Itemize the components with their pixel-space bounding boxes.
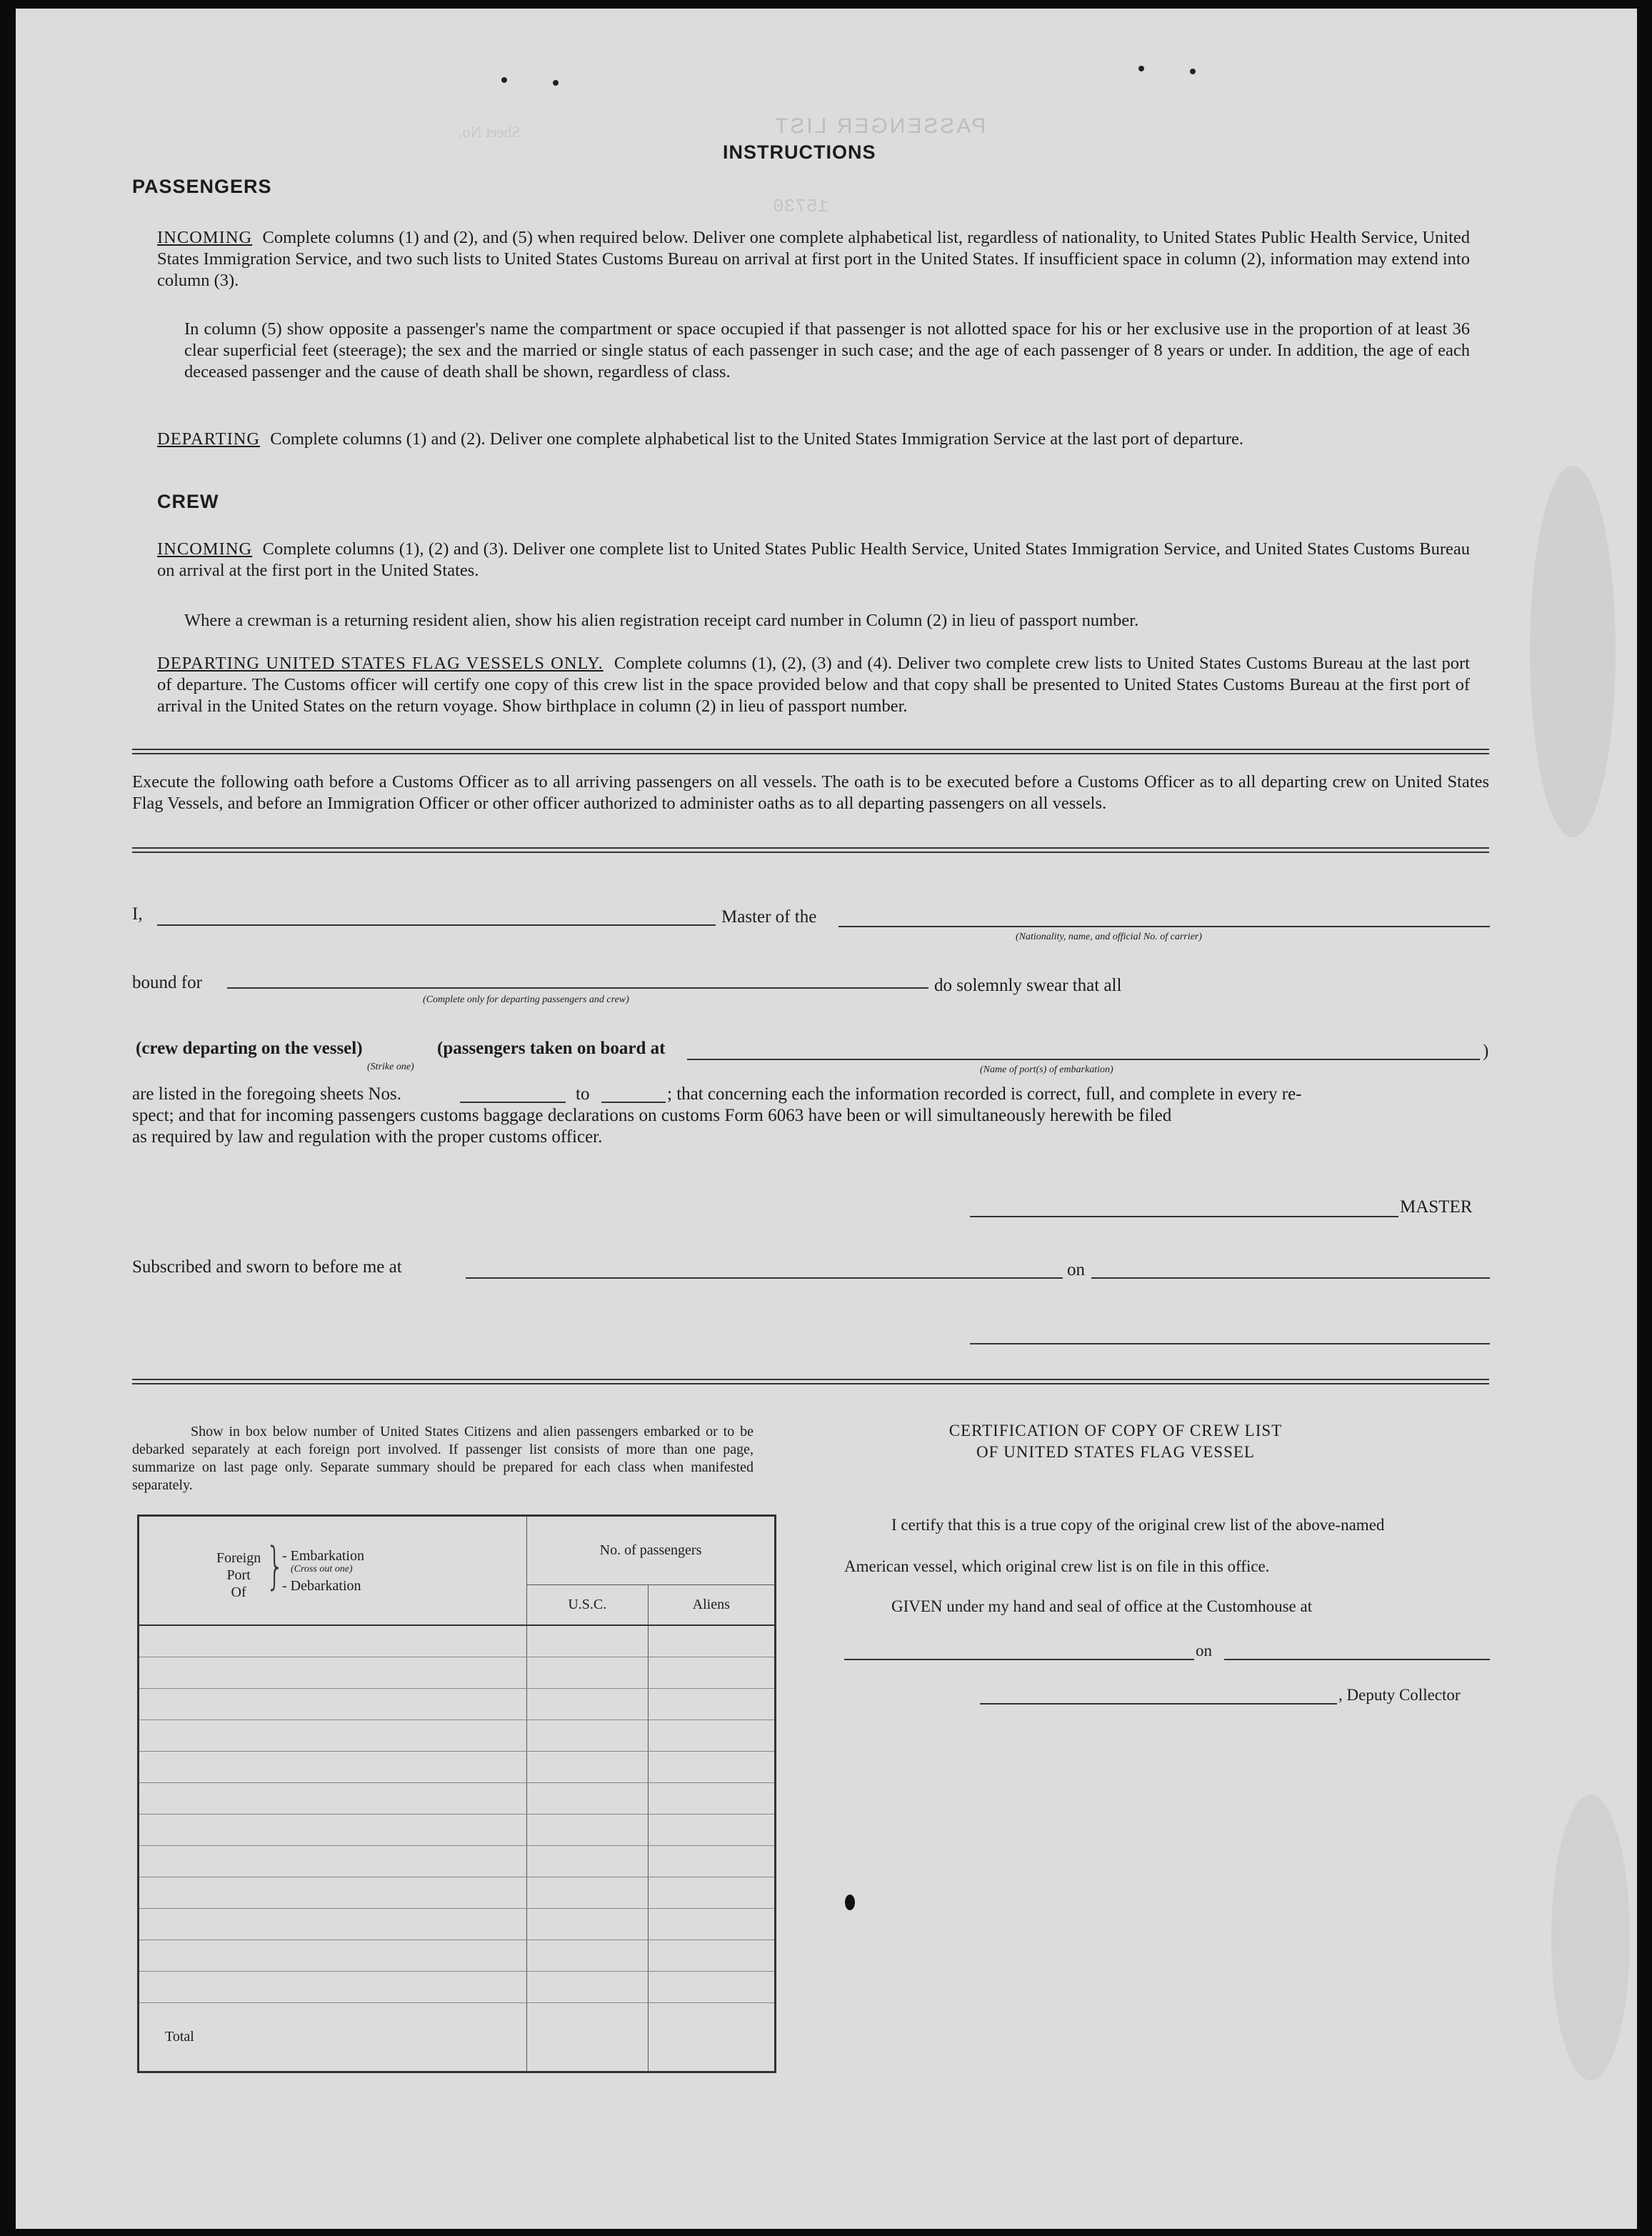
usc-cell[interactable] (527, 1877, 649, 1908)
embarkation-label: - Embarkation (282, 1548, 364, 1564)
certification-heading-2: OF UNITED STATES FLAG VESSEL (976, 1443, 1255, 1461)
customhouse-line[interactable] (844, 1659, 1194, 1660)
aliens-cell[interactable] (648, 1751, 775, 1782)
subscribed-label: Subscribed and sworn to before me at (132, 1257, 402, 1277)
officer-signature-line[interactable] (970, 1343, 1490, 1344)
port-cell[interactable] (139, 1751, 527, 1782)
bleed-through-number: 15730 (773, 196, 829, 217)
certification-date-line[interactable] (1224, 1659, 1490, 1660)
table-row (139, 1971, 776, 2002)
subscribed-on-label: on (1067, 1260, 1085, 1279)
scan-dot (845, 1895, 855, 1910)
deputy-collector-label: , Deputy Collector (1338, 1686, 1461, 1704)
aliens-cell[interactable] (648, 1845, 775, 1877)
usc-cell[interactable] (527, 1688, 649, 1720)
crew-heading: CREW (157, 491, 219, 512)
sheet-to-line[interactable] (601, 1102, 666, 1103)
passengers-departing-head: DEPARTING (157, 429, 261, 449)
scan-dot (1190, 69, 1196, 74)
crew-resident-alien (184, 610, 1470, 632)
close-paren: ) (1483, 1042, 1489, 1061)
aliens-cell[interactable] (648, 1688, 775, 1720)
scan-dot (1138, 66, 1144, 71)
oath-intro (132, 772, 1489, 814)
bleed-through-header: PASSENGER LIST (773, 114, 986, 138)
divider (132, 852, 1489, 853)
passengers-incoming-head: INCOMING (157, 228, 253, 247)
passenger-summary-table (137, 1514, 776, 2073)
master-name-line[interactable] (157, 924, 716, 926)
crew-departing (157, 653, 1470, 717)
deputy-signature-line[interactable] (980, 1703, 1337, 1705)
usc-cell[interactable] (527, 1908, 649, 1940)
foreign-label: Foreign (216, 1550, 261, 1567)
summary-instructions-text: Show in box below number of United States Citizens and alien passengers embarked or to be debarked separately at each foreign port involved. If passenger list consists of more than one page, summarize on last page only. Separate summary should be prepared for each class when manifested separately. (132, 1424, 754, 1493)
strike-one-caption: (Strike one) (367, 1062, 414, 1072)
crew-incoming-text: Complete columns (1), (2) and (3). Deliver one complete list to United States Public Health Service, United States Immigration Service, and United States Customs Bureau on arrival at the first port in the United States. (157, 539, 1470, 580)
ports-caption: (Name of port(s) of embarkation) (980, 1064, 1113, 1075)
usc-header: U.S.C. (527, 1585, 649, 1625)
listed-label: are listed in the foregoing sheets Nos. (132, 1084, 401, 1104)
port-cell[interactable] (139, 1908, 527, 1940)
bound-for-label: bound for (132, 973, 202, 992)
column5-text: In column (5) show opposite a passenger's name the compartment or space occupied if that passenger is not allotted space for his or her exclusive use in the proportion of at least 36 clear superficial feet (steerage); the sex and the married or single status of each passenger in such case; and the age of each passenger of 8 years or under. In addition, the age of each deceased passenger and the cause of death shall be shown, regardless of class. (184, 319, 1470, 381)
no-passengers-header: No. of passengers (527, 1516, 776, 1585)
page-title: INSTRUCTIONS (723, 141, 876, 163)
usc-cell[interactable] (527, 1971, 649, 2002)
listed-text-b: ; that concerning each the information recorded is correct, full, and complete in every re- (667, 1084, 1302, 1104)
usc-cell[interactable] (527, 1625, 649, 1657)
total-aliens-cell[interactable] (648, 2002, 775, 2072)
port-cell[interactable] (139, 1625, 527, 1657)
subscribed-date-line[interactable] (1091, 1277, 1490, 1279)
table-row (139, 1751, 776, 1782)
crew-incoming (157, 539, 1470, 582)
swear-label: do solemnly swear that all (934, 976, 1122, 995)
aliens-cell[interactable] (648, 1814, 775, 1845)
total-label: Total (165, 2028, 194, 2045)
aliens-cell[interactable] (648, 1720, 775, 1751)
passengers-taken-label: (passengers taken on board at (437, 1039, 666, 1058)
divider (132, 749, 1489, 750)
bleed-through-sheet: Sheet No. (459, 123, 521, 141)
divider (132, 1383, 1489, 1384)
port-cell[interactable] (139, 1845, 527, 1877)
aliens-cell[interactable] (648, 1971, 775, 2002)
listed-text-d: as required by law and regulation with the proper customs officer. (132, 1127, 603, 1147)
summary-instructions (132, 1423, 754, 1494)
usc-cell[interactable] (527, 1751, 649, 1782)
crew-departing-label: (crew departing on the vessel) (136, 1039, 363, 1058)
table-row (139, 1720, 776, 1751)
usc-cell[interactable] (527, 1940, 649, 1971)
debarkation-label: - Debarkation (282, 1578, 361, 1594)
total-usc-cell[interactable] (527, 2002, 649, 2072)
listed-text-c: spect; and that for incoming passengers customs baggage declarations on customs Form 6063 have been or will simultaneously herewith be filed (132, 1106, 1172, 1125)
certification-line-1: I certify that this is a true copy of the original crew list of the above-named (891, 1516, 1385, 1534)
aliens-cell[interactable] (648, 1657, 775, 1688)
crew-departing-text: Complete columns (1), (2), (3) and (4). Deliver two complete crew lists to United States Customs Bureau at the last port of departure. The Customs officer will certify one copy of this crew list in the space provided below and that copy shall be presented to United States Customs Bureau at the first port of arrival in the United States on the return voyage. Show birthplace in column (2) in lieu of passport number. (157, 654, 1470, 716)
port-cell[interactable] (139, 1688, 527, 1720)
usc-cell[interactable] (527, 1814, 649, 1845)
port-cell[interactable] (139, 1814, 527, 1845)
table-row (139, 1908, 776, 1940)
port-header-cell (139, 1516, 527, 1625)
total-label-cell (139, 2002, 527, 2072)
aliens-cell[interactable] (648, 1877, 775, 1908)
of-label: Of (231, 1584, 246, 1601)
column5-instructions (184, 319, 1470, 383)
aliens-cell[interactable] (648, 1908, 775, 1940)
port-label: Port (226, 1567, 251, 1584)
oath-i-label: I, (132, 904, 143, 924)
sheet-from-line[interactable] (460, 1102, 566, 1103)
listed-to-label: to (576, 1084, 590, 1104)
bound-for-line[interactable] (227, 987, 928, 989)
scan-stain (1530, 466, 1616, 837)
carrier-caption: (Nationality, name, and official No. of carrier) (1016, 932, 1202, 942)
port-cell[interactable] (139, 1657, 527, 1688)
table-row (139, 1657, 776, 1688)
cross-out-caption: (Cross out one) (291, 1564, 353, 1575)
document-page (16, 9, 1637, 2229)
oath-intro-text: Execute the following oath before a Customs Officer as to all arriving passengers on all vessels. The oath is to be executed before a Customs Officer as to all departing crew on United States Flag Vessels, and before an Immigration Officer or other officer authorized to administer oaths as to all departing passengers on all vessels. (132, 772, 1489, 813)
usc-cell[interactable] (527, 1782, 649, 1814)
passengers-incoming (157, 227, 1470, 291)
bound-for-caption: (Complete only for departing passengers and crew) (423, 994, 629, 1005)
table-row (139, 1688, 776, 1720)
port-cell[interactable] (139, 1940, 527, 1971)
ports-line[interactable] (687, 1059, 1480, 1060)
aliens-header: Aliens (648, 1585, 775, 1625)
divider (132, 847, 1489, 849)
master-label: MASTER (1400, 1197, 1473, 1217)
passengers-departing (157, 429, 1470, 450)
certification-heading-1: CERTIFICATION OF COPY OF CREW LIST (948, 1422, 1283, 1439)
port-cell[interactable] (139, 1720, 527, 1751)
scan-stain (1551, 1795, 1630, 2080)
scan-dot (501, 77, 507, 83)
total-row (139, 2002, 776, 2072)
table-row (139, 1625, 776, 1657)
aliens-cell[interactable] (648, 1625, 775, 1657)
certification-line-2: American vessel, which original crew list is on file in this office. (844, 1557, 1270, 1575)
scan-dot (553, 80, 559, 86)
table-row (139, 1782, 776, 1814)
aliens-cell[interactable] (648, 1782, 775, 1814)
table-row (139, 1845, 776, 1877)
usc-cell[interactable] (527, 1657, 649, 1688)
divider (132, 753, 1489, 754)
certification-on-label: on (1196, 1642, 1212, 1659)
master-signature-line[interactable] (970, 1216, 1398, 1217)
carrier-line[interactable] (838, 926, 1490, 927)
passengers-heading: PASSENGERS (132, 176, 272, 197)
crew-resident-text: Where a crewman is a returning resident alien, show his alien registration receipt card number in Column (2) in lieu of passport number. (184, 611, 1139, 630)
passengers-incoming-text: Complete columns (1) and (2), and (5) when required below. Deliver one complete alphabetical list, regardless of nationality, to United States Public Health Service, United States Immigration Service, and two such lists to United States Customs Bureau on arrival at first port in the United States. If insufficient space in column (2), information may extend into column (3). (157, 228, 1471, 290)
subscribed-place-line[interactable] (466, 1277, 1063, 1279)
table-row (139, 1814, 776, 1845)
crew-departing-head: DEPARTING UNITED STATES FLAG VESSELS ONLY. (157, 654, 604, 673)
usc-cell[interactable] (527, 1720, 649, 1751)
certification-line-3: GIVEN under my hand and seal of office at the Customhouse at (891, 1597, 1313, 1615)
port-cell[interactable] (139, 1782, 527, 1814)
port-cell[interactable] (139, 1971, 527, 2002)
table-row (139, 1877, 776, 1908)
usc-cell[interactable] (527, 1845, 649, 1877)
crew-incoming-head: INCOMING (157, 539, 253, 559)
port-cell[interactable] (139, 1877, 527, 1908)
master-of-label: Master of the (721, 907, 817, 927)
divider (132, 1379, 1489, 1380)
brace-glyph: } (265, 1537, 285, 1596)
passengers-departing-text: Complete columns (1) and (2). Deliver one complete alphabetical list to the United States Immigration Service at the last port of departure. (270, 429, 1243, 449)
certification-heading (837, 1420, 1394, 1463)
aliens-cell[interactable] (648, 1940, 775, 1971)
table-row (139, 1940, 776, 1971)
